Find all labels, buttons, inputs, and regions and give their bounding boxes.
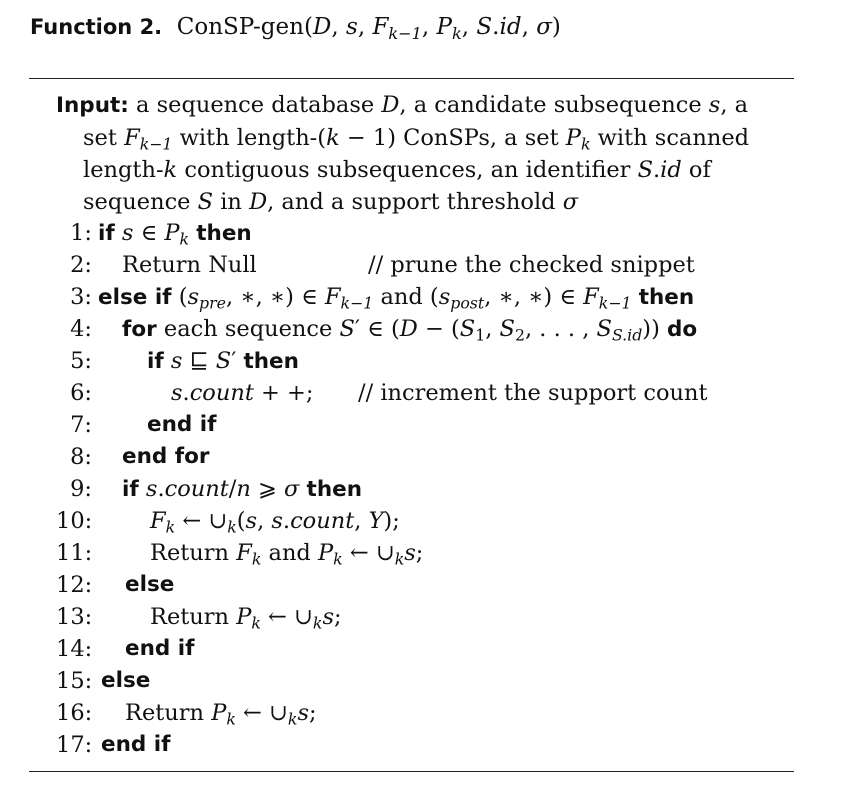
function-title [30, 14, 561, 43]
algo-line [0, 377, 800, 409]
line-number: 2: [70, 252, 92, 278]
algo-line [0, 665, 800, 697]
function-label: Function 2. [30, 15, 163, 39]
bottom-rule [29, 771, 794, 772]
line-number: 7: [70, 412, 92, 438]
line-number: 4: [70, 316, 92, 342]
input-line-1: Input: a sequence database D, a candidate subsequence s, a [56, 92, 749, 118]
line-number: 16: [56, 700, 93, 726]
algo-line [0, 441, 800, 473]
line-text: Return Null [122, 252, 257, 278]
line-comment: // increment the support count [358, 380, 708, 406]
algo-line [0, 249, 800, 281]
input-line-2: set $F_{k-1}$ with length-(k − 1) ConSPs, a set $P_k$ with scanned [83, 125, 750, 154]
line-text: if s.count/n ⩾ σ then [122, 476, 363, 502]
algo-line [0, 313, 800, 345]
line-text: end for [122, 444, 210, 469]
line-number: 17: [56, 732, 93, 758]
line-text: Return $P_k$ ← $\cup_ks$; [125, 700, 317, 729]
algo-line [0, 473, 800, 505]
line-text: else [101, 668, 151, 693]
line-number: 15: [56, 668, 93, 694]
algo-line [0, 505, 800, 537]
line-text: for each sequence S′ ∈ ($D - (S_1$, $S_2$, . . . , $S_{S.id}$)) do [122, 316, 698, 345]
input-line-4: sequence S in D, and a support threshold σ [83, 189, 579, 215]
function-signature: ConSP-gen(D, s, $F_{k-1}$, $P_k$, S.id, σ) [169, 14, 561, 43]
line-text: end if [101, 732, 171, 757]
line-number: 13: [56, 604, 93, 630]
line-number: 11: [56, 540, 93, 566]
input-block [56, 89, 776, 218]
algo-line [0, 697, 800, 729]
line-comment: // prune the checked snippet [368, 252, 695, 278]
line-number: 12: [56, 572, 93, 598]
algo-line [0, 633, 800, 665]
algo-line [0, 345, 800, 377]
line-text: end if [125, 636, 195, 661]
line-text: if s ⊑ S′ then [147, 348, 299, 374]
top-rule [29, 78, 794, 79]
input-label: Input: [56, 93, 129, 118]
line-number: 8: [70, 444, 92, 470]
line-text: else if ($s_{pre}$, ∗, ∗) ∈ $F_{k-1}$ and ($s_{post}$, ∗, ∗) ∈ $F_{k-1}$ then [98, 284, 695, 313]
algo-line [0, 409, 800, 441]
line-text: Return $F_k$ and $P_k$ ← $\cup_ks$; [150, 540, 424, 569]
line-text: if s ∈ $P_k$ then [98, 220, 252, 249]
algo-line [0, 281, 800, 313]
line-text: Return $P_k$ ← $\cup_ks$; [150, 604, 342, 633]
line-text: s.count + +; [171, 380, 314, 406]
algo-line [0, 217, 800, 249]
line-text: end if [147, 412, 217, 437]
line-number: 10: [56, 508, 93, 534]
line-number: 1: [70, 220, 92, 246]
line-number: 9: [70, 476, 92, 502]
algo-line [0, 729, 800, 761]
algo-line [0, 601, 800, 633]
line-number: 5: [70, 348, 92, 374]
line-number: 6: [70, 380, 92, 406]
input-line-3: length-k contiguous subsequences, an identifier S.id of [83, 157, 711, 183]
algo-line [0, 569, 800, 601]
algorithm-lines [0, 217, 800, 761]
line-text: $F_k$ ← $\cup_k(s$, s.count, Y); [150, 508, 400, 537]
line-number: 14: [56, 636, 93, 662]
line-text: else [125, 572, 175, 597]
algo-line [0, 537, 800, 569]
line-number: 3: [70, 284, 92, 310]
